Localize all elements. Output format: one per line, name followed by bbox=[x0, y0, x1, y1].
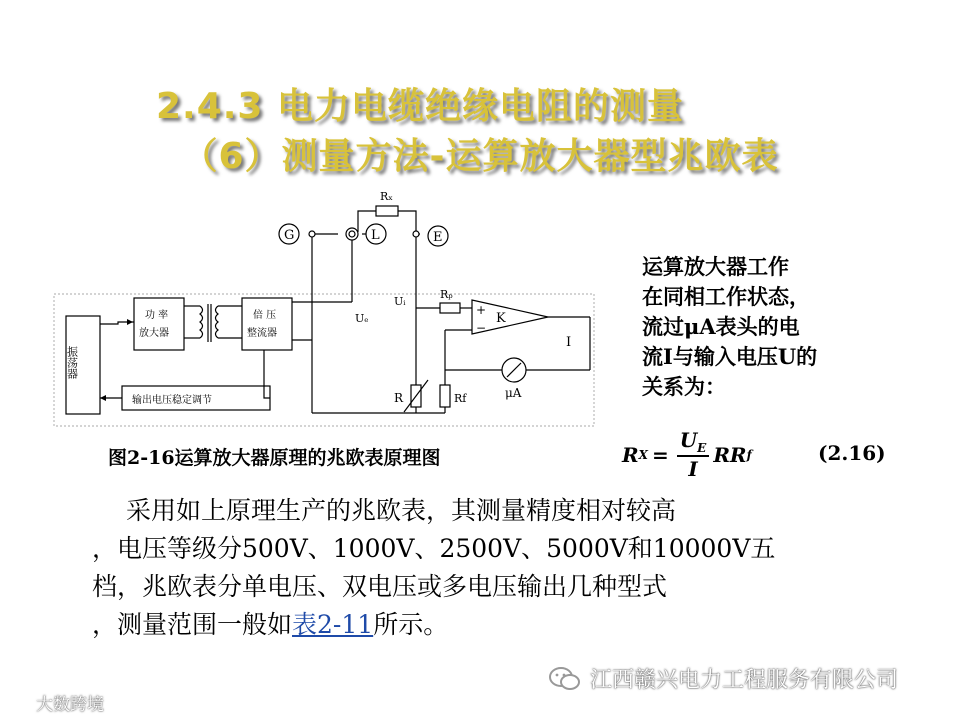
label-regulator: 输出电压稳定调节 bbox=[132, 395, 212, 406]
label-oscillator: 振荡器 bbox=[65, 346, 79, 379]
formula-2-16 bbox=[622, 428, 752, 481]
label-minus: − bbox=[476, 321, 487, 335]
formula-rhs-sub: f bbox=[746, 447, 752, 462]
resistor-rx bbox=[376, 206, 398, 216]
para-line-4 bbox=[92, 606, 852, 644]
label-rf: Rf bbox=[454, 392, 467, 405]
resistor-rf bbox=[440, 385, 450, 407]
wechat-icon bbox=[548, 666, 582, 692]
label-rp: Rₚ bbox=[440, 288, 453, 301]
para-line-3: 档，兆欧表分单电压、双电压或多电压输出几种型式 bbox=[92, 572, 668, 601]
watermark-left bbox=[6, 690, 104, 715]
label-ui: Uᵢ bbox=[394, 295, 406, 308]
figure-caption: 图2-16运算放大器原理的兆欧表原理图 bbox=[108, 447, 441, 469]
diagram-frame bbox=[54, 294, 594, 426]
formula-lhs: R bbox=[622, 442, 639, 467]
block-power-amp bbox=[134, 298, 184, 350]
label-doubler-1: 倍 压 bbox=[253, 310, 277, 321]
label-e: E bbox=[433, 230, 443, 245]
circuit-diagram bbox=[0, 190, 620, 440]
block-doubler bbox=[242, 298, 292, 350]
formula-eq: = bbox=[651, 442, 669, 467]
watermark-left-text: 大数跨境 bbox=[36, 695, 104, 715]
label-rx: Rₓ bbox=[380, 190, 393, 203]
slide-title-line1: 2.4.3 电力电缆绝缘电阻的测量 bbox=[155, 86, 685, 127]
label-power-amp-1: 功 率 bbox=[145, 310, 169, 321]
label-doubler-2: 整流器 bbox=[247, 328, 277, 339]
watermark-right bbox=[548, 663, 898, 694]
label-power-amp-2: 放大器 bbox=[139, 328, 169, 339]
body-paragraph bbox=[92, 492, 852, 644]
formula-rhs: RR bbox=[713, 442, 747, 467]
slide-title-line2: （6）测量方法-运算放大器型兆欧表 bbox=[181, 136, 779, 177]
formula-den: I bbox=[688, 457, 698, 481]
table-2-11-link[interactable]: 表2-11 bbox=[292, 610, 374, 639]
formula-lhs-sub: X bbox=[638, 447, 648, 462]
formula-num: U bbox=[679, 428, 698, 452]
para-line-2: ，电压等级分500V、1000V、2500V、5000V和10000V五 bbox=[92, 534, 776, 563]
formula-num-sub: E bbox=[697, 441, 707, 455]
label-g: G bbox=[284, 228, 295, 243]
logo-icon bbox=[6, 694, 32, 712]
label-i: I bbox=[566, 335, 572, 350]
label-ue: Uₑ bbox=[355, 312, 369, 325]
para-line-4-pre: ，测量范围一般如 bbox=[92, 610, 293, 639]
description-text: 运算放大器工作 在同相工作状态， 流过μA表头的电 流I与输入电压U的 关系为： bbox=[642, 254, 818, 399]
label-plus: + bbox=[476, 303, 487, 317]
formula-fraction bbox=[677, 428, 710, 481]
para-line-4-post: 所示。 bbox=[373, 610, 449, 639]
label-r: R bbox=[394, 391, 404, 405]
label-l: L bbox=[371, 228, 380, 243]
watermark-right-text: 江西赣兴电力工程服务有限公司 bbox=[590, 668, 899, 693]
resistor-rp bbox=[440, 303, 460, 313]
label-ua: μA bbox=[505, 386, 522, 400]
para-line-1: 采用如上原理生产的兆欧表，其测量精度相对较高 bbox=[126, 496, 677, 525]
label-k: K bbox=[496, 311, 506, 326]
formula-number: (2.16) bbox=[818, 441, 886, 465]
